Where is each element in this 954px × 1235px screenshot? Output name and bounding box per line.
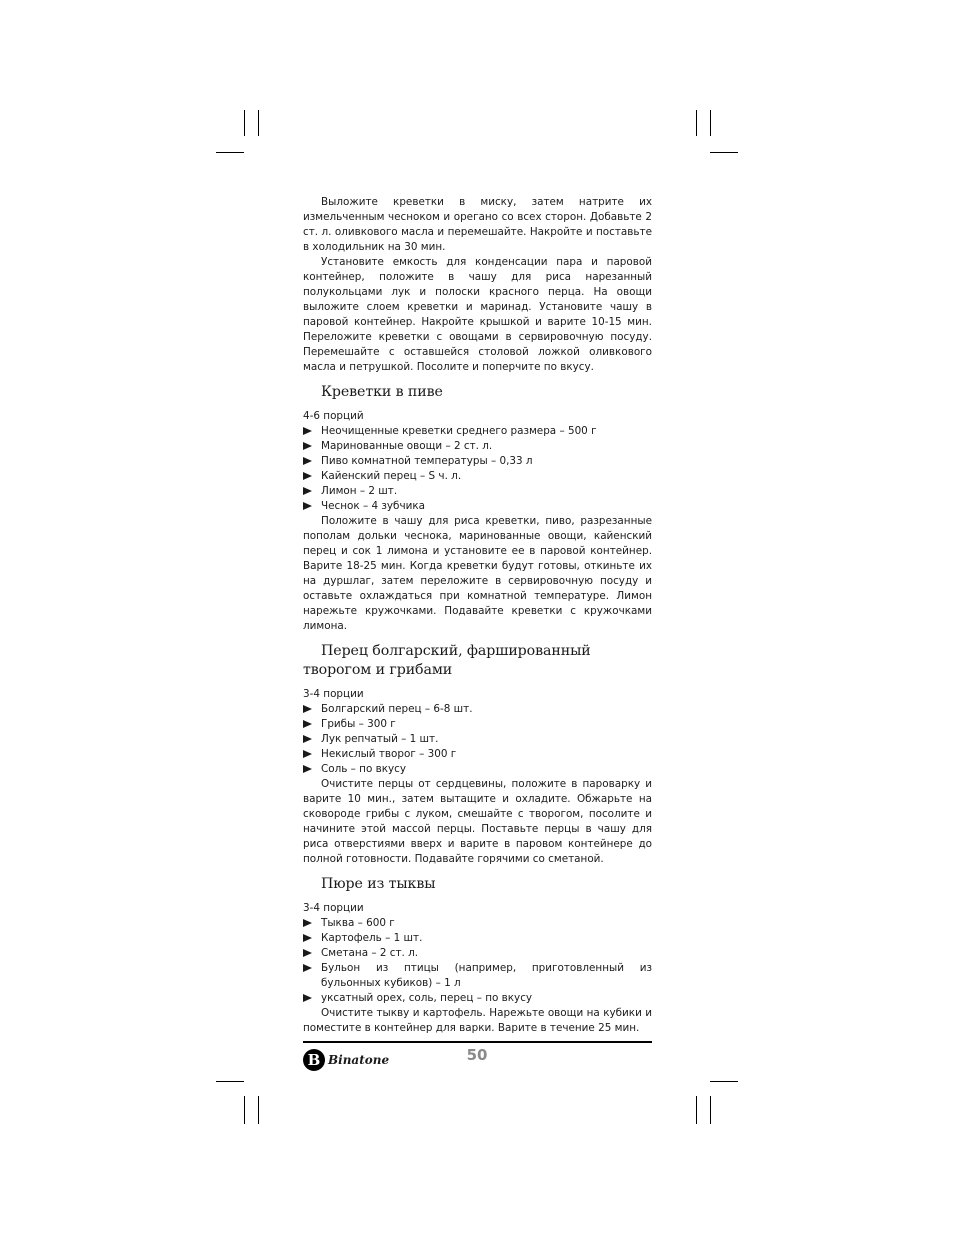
ingredient-item: Сметана – 2 ст. л. <box>303 946 652 961</box>
bullet-triangle-icon <box>303 919 312 927</box>
bullet-triangle-icon <box>303 457 312 465</box>
crop-mark <box>696 1096 697 1124</box>
bullet-triangle-icon <box>303 964 312 972</box>
ingredient-list <box>303 702 652 777</box>
bullet-triangle-icon <box>303 735 312 743</box>
bullet-triangle-icon <box>303 765 312 773</box>
bullet-triangle-icon <box>303 502 312 510</box>
brand-logo <box>303 1047 389 1073</box>
recipe-section <box>303 875 652 1036</box>
ingredient-item: Лук репчатый – 1 шт. <box>303 732 652 747</box>
crop-mark <box>710 1096 711 1124</box>
bullet-triangle-icon <box>303 994 312 1002</box>
recipe-portions: 3-4 порции <box>303 902 364 914</box>
brand-name: Binatone <box>328 1053 390 1067</box>
crop-mark <box>216 1081 244 1082</box>
bullet-triangle-icon <box>303 427 312 435</box>
bullet-triangle-icon <box>303 949 312 957</box>
recipe-instructions: Положите в чашу для риса креветки, пиво, разрезанные пополам дольки чеснока, маринованные овощи, кайенский перец и сок 1 лимона и установите ее в паровой контейнер. Варите 18-25 мин. Когда креветки будут готовы, откиньте их на дуршлаг, затем переложите в сервировочную посуду и оставьте охлаждаться при комнатной температуре. Лимон нарежьте кружочками. Подавайте креветки с кружочками лимона. <box>303 515 652 632</box>
intro-paragraph: Выложите креветки в миску, затем натрите их измельченным чесноком и орегано со всех сторон. Добавьте 2 ст. л. оливкового масла и перемешайте. Накройте и поставьте в холодильник на 30 мин. <box>303 196 652 253</box>
ingredient-item: Грибы – 300 г <box>303 717 652 732</box>
bullet-triangle-icon <box>303 934 312 942</box>
recipe-portions: 4-6 порций <box>303 410 364 422</box>
intro-paragraph: Установите емкость для конденсации пара и паровой контейнер, положите в чашу для риса нарезанный полукольцами лук и полоски красного перца. На овощи выложите слоем креветки и маринад. Установите чашу в паровой контейнер. Накройте крышкой и варите 10-15 мин. Переложите креветки с овощами в сервировочную посуду. Перемешайте с оставшейся столовой ложкой оливкового масла и петрушкой. Посолите и поперчите по вкусу. <box>303 256 652 373</box>
ingredient-item: Чеснок – 4 зубчика <box>303 499 652 514</box>
ingredient-item: Лимон – 2 шт. <box>303 484 652 499</box>
crop-mark <box>696 110 697 136</box>
recipe-section <box>303 642 652 867</box>
crop-mark <box>258 1096 259 1124</box>
crop-mark <box>244 110 245 136</box>
ingredient-item: Тыква – 600 г <box>303 916 652 931</box>
ingredient-list <box>303 916 652 1006</box>
bullet-triangle-icon <box>303 750 312 758</box>
ingredient-item: Болгарский перец – 6-8 шт. <box>303 702 652 717</box>
bullet-triangle-icon <box>303 472 312 480</box>
recipe-section <box>303 383 652 634</box>
ingredient-item: Маринованные овощи – 2 ст. л. <box>303 439 652 454</box>
recipe-title: Креветки в пиве <box>321 384 443 400</box>
crop-mark <box>216 152 244 153</box>
recipe-title: Перец болгарский, фаршированный творогом и грибами <box>303 643 591 678</box>
bullet-triangle-icon <box>303 487 312 495</box>
ingredient-list <box>303 424 652 514</box>
ingredient-item: Бульон из птицы (например, приготовленный из бульонных кубиков) – 1 л <box>303 961 652 991</box>
binatone-logo-icon: B <box>303 1049 325 1071</box>
recipe-portions: 3-4 порции <box>303 688 364 700</box>
crop-mark <box>710 110 711 136</box>
ingredient-item: Соль – по вкусу <box>303 762 652 777</box>
crop-mark <box>710 1081 738 1082</box>
page-content <box>303 195 652 1036</box>
ingredient-item: Кайенский перец – S ч. л. <box>303 469 652 484</box>
crop-mark <box>258 110 259 136</box>
footer-divider <box>303 1041 652 1043</box>
bullet-triangle-icon <box>303 720 312 728</box>
crop-mark <box>710 152 738 153</box>
bullet-triangle-icon <box>303 705 312 713</box>
bullet-triangle-icon <box>303 442 312 450</box>
ingredient-item: уксатный орех, соль, перец – по вкусу <box>303 991 652 1006</box>
page-number: 50 <box>466 1046 488 1064</box>
ingredient-item: Пиво комнатной температуры – 0,33 л <box>303 454 652 469</box>
crop-mark <box>244 1096 245 1124</box>
recipe-title: Пюре из тыквы <box>321 876 436 892</box>
ingredient-item: Некислый творог – 300 г <box>303 747 652 762</box>
ingredient-item: Картофель – 1 шт. <box>303 931 652 946</box>
ingredient-item: Неочищенные креветки среднего размера – 500 г <box>303 424 652 439</box>
recipe-instructions: Очистите тыкву и картофель. Нарежьте овощи на кубики и поместите в контейнер для варки. Варите в течение 25 мин. <box>303 1007 652 1034</box>
recipe-instructions: Очистите перцы от сердцевины, положите в пароварку и варите 10 мин., затем вытащите и охладите. Обжарьте на сковороде грибы с луком, смешайте с творогом, посолите и начините этой массой перцы. Поставьте перцы в чашу для риса отверстиями вверх и варите в паровом контейнере до полной готовности. Подавайте горячими со сметаной. <box>303 778 652 865</box>
